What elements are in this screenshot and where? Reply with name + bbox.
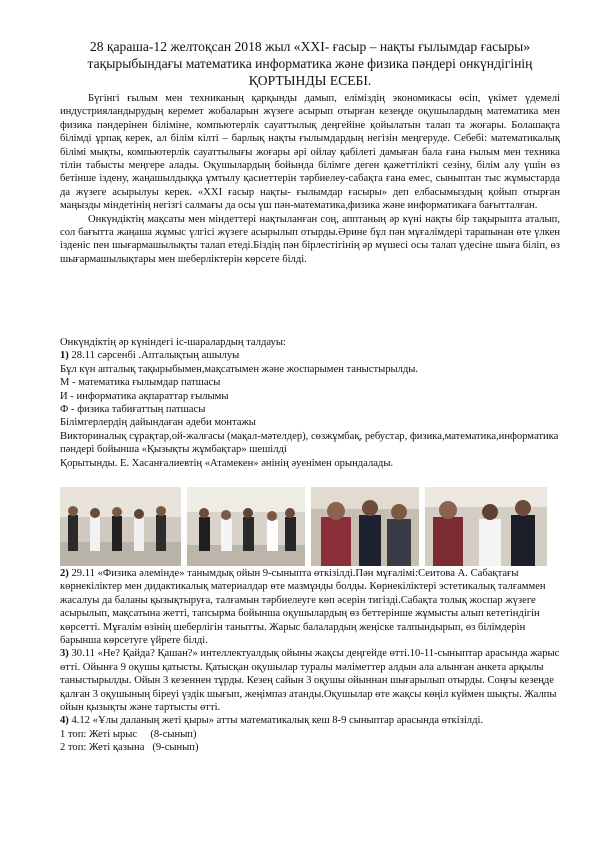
event-photo-4	[425, 487, 547, 566]
event-photo-2	[187, 487, 305, 566]
title-line-1: 28 қараша-12 желтоқсан 2018 жыл «ХХІ- ғасыр – нақты ғылымдар ғасыры»	[89, 39, 531, 54]
day3-paragraph	[60, 647, 560, 714]
day4-paragraph	[60, 714, 560, 727]
intro-section	[60, 92, 560, 266]
event-photo-3	[311, 487, 419, 566]
day3-text: 30.11 «Не? Қайда? Қашан?» интеллектуалдық ойыны жақсы деңгейде өтті.10-11-сыныптар арасында жарыс өтті. Ойынға 9 оқушы қатысты. Қатысқан оқушылар туралы мәліметтер алдын ала алынған анкета арқылы таныстырылды. Ойын 3 кезеннен тұрды. Кезең сайын 3 оқушы ойыннан шығарылып отырды. Соңғы кезеңде қалған 3 оқушының біреуі үздік шығып, жеңімпаз атанды.Оқушылар өте жақсы көңіл күймен шықты. Жалпы ойын қызықты және тартысты өтті.	[60, 648, 560, 714]
day2-text: 29.11 «Физика әлемінде» танымдық ойын 9-сыныпта өткізілді.Пән мұғалімі:Сеитова А. Сабақтағы көрнекіліктер мен дидактикалық материалдар өте мазмұнды болды. Көрнекіліктері эстетикалық талғаммен жасалуы да баланы қызықтыруға, талғамын тәрбиелеуге көп әсерін тигізді.Сабақта толық жоспар жүзеге асырылып, мақсатына жетті, тапсырма бойынша оқушылардың өз беттерінше жұмысты алып кететіндігін көрсетті. Мұғалім өзінің шеберлігін танытты. Жарыс балалардың жеңіске талпындырып, өз білімдерін барынша көрсетуге үйрете білді.	[60, 568, 546, 647]
day1-line-1: Бұл күн апталық тақырыбымен,мақсатымен және жоспарымен таныстырылды.	[60, 363, 419, 375]
analysis-section	[60, 336, 560, 470]
day1-line-2: М - математика ғылымдар патшасы	[60, 377, 221, 389]
event-photo-1	[60, 487, 181, 566]
day4-number: 4)	[60, 715, 69, 727]
day1-line-4: Ф - физика табиғаттың патшасы	[60, 404, 206, 416]
day2-paragraph	[60, 567, 560, 647]
day1-line-6: Викториналық сұрақтар,ой-жалғасы (мақал-мәтелдер), сөзжұмбақ, ребустар, физика,математика,информатика пәндері бойынша «Қызықты жұмбақтар» шешілді	[60, 430, 559, 456]
analysis-heading: Онкүндіктің әр күніндегі іс-шаралардың талдауы:	[60, 337, 286, 348]
day4-team-2: 2 топ: Жеті қазына (9-сынып)	[60, 742, 199, 754]
day4-text: 4.12 «Ұлы даланың жеті қыры» атты математикалық кеш 8-9 сыныптар арасында өткізілді.	[71, 715, 484, 727]
day2-number: 2)	[60, 568, 69, 579]
photo-strip	[60, 487, 547, 566]
intro-paragraph-1: Бүгінгі ғылым мен техниканың қарқынды дамып, еліміздің экономикасы өсіп, үкімет үдемелі индустрияландырудың керемет жобаларын жүзеге асырып отырған кезеңде оқушылардың математика мен физика пәндерінен біліміне, компьютерлік сауаттылық деңгейіне қойылатын талап та жоғары. Болашақта білімді ұрпақ керек, ал білім кілті – барлық нақты ғылымдардың негізін меңгеруде. Себебі: математикалық білімі мықты, компьютерлік сауаттылығы жоғары әрі ойлау қабілеті дамыған бала ғана ғылым мен техника тілін табысты меңгере алады. Оқушылардың бойында білімге деген қажеттілікті сезіну, білім алу үшін өз бетінше іздену, жаңашылдыққа ұмтылу қасиеттерін тәрбиелеу-сабақта ғана емес, сыныптан тыс жұмыстарда да жүзеге асырылуы керек. «ХХІ ғасыр нақты- ғылымдар ғасыры» деп елбасымыздың қойып отырған маңызды міндетінің негізгі салмағы да осы үш пән-математика,физика және информатикаға бағытталған.	[60, 93, 560, 212]
report-title	[60, 38, 560, 89]
day4-team-1: 1 топ: Жеті ырыс (8-сынып)	[60, 728, 197, 740]
day1-number: 1)	[60, 350, 69, 362]
day1-line-5: Білімгерлердің дайындаған әдеби монтажы	[60, 417, 256, 429]
title-line-2: тақырыбындағы математика информатика және физика пәндері онкүндігінің	[87, 56, 533, 71]
day-2-3-4-section	[60, 567, 560, 755]
day1-title: 28.11 сәрсенбі .Апталықтың ашылуы	[71, 350, 240, 362]
title-line-3: ҚОРТЫНДЫ ЕСЕБІ.	[248, 73, 372, 88]
day1-line-3: И - информатика ақпараттар ғылымы	[60, 390, 229, 402]
day3-number: 3)	[60, 648, 69, 660]
intro-paragraph-2: Онкүндіктің мақсаты мен міндеттері нақтыланған соң, апптаның әр күні нақты бір тақырыпта аталып, сол бағытта жаңаша жұмыс үлгісі жүзеге асырылып отырды.Әрине бұл пән мұғалімдері тарапынан өте үлкен ізденіс пен шығармашылықты талап етеді.Біздің пән бірлестігінің әр мүшесі осы талап үдесіне шыға біліп, өз шығармашылықтары мен шеберліктерін көрсете білді.	[60, 213, 560, 265]
day1-header	[60, 349, 560, 362]
day1-line-7: Қорытынды. Е. Хасанғалиевтің «Атамекен» әнінің әуенімен орындалады.	[60, 457, 394, 469]
